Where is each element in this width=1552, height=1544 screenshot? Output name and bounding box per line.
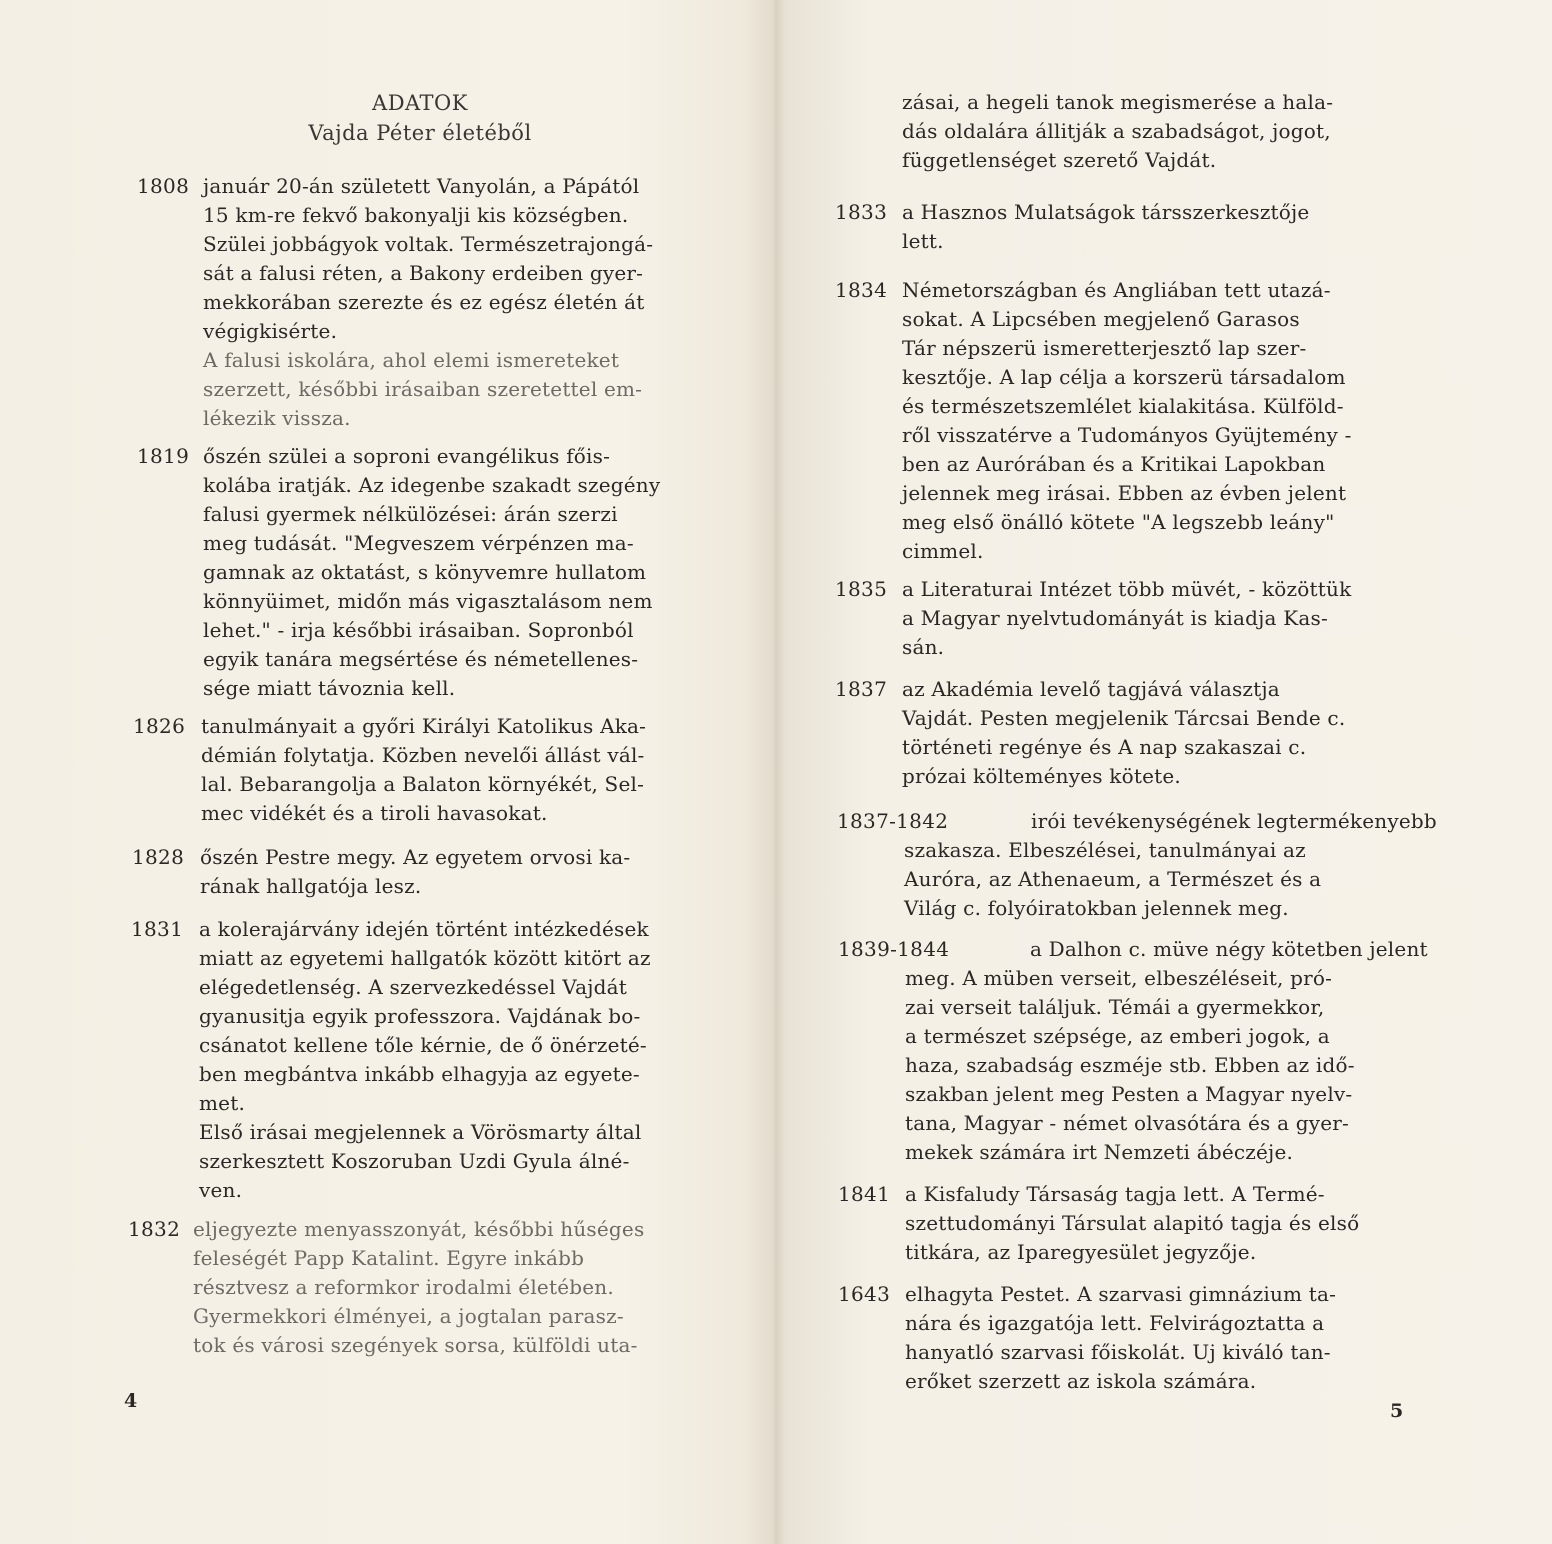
entry-year: 1833 [835, 200, 888, 224]
entry-text [905, 1180, 1359, 1267]
entry-line: Első irásai megjelennek a Vörösmarty által [199, 1120, 642, 1144]
entry-line: lékezik vissza. [203, 406, 351, 430]
entry-line: a Literaturai Intézet több müvét, - közöttük [902, 577, 1352, 601]
entry-line: ben az Aurórában és a Kritikai Lapokban [902, 452, 1326, 476]
entry-line: sán. [902, 635, 945, 659]
entry-line: cimmel. [902, 539, 984, 563]
entry-line: irói tevékenységének legtermékenyebb [1031, 809, 1437, 833]
entry-line: szerzett, későbbi irásaiban szeretettel em- [203, 377, 643, 401]
entry-line: tana, Magyar - német olvasótára és a gyer- [905, 1111, 1350, 1135]
entry-line: függetlenséget szerető Vajdát. [902, 148, 1217, 172]
entry-text [199, 915, 651, 1205]
entry-year: 1837-1842 [837, 809, 949, 833]
entry-year: 1839-1844 [838, 937, 950, 961]
entry-text [902, 198, 1309, 256]
heading-subtitle: Vajda Péter életéből [308, 121, 532, 145]
entry-line: tok és városi szegények sorsa, külföldi uta- [193, 1333, 638, 1357]
entry-line: ven. [199, 1178, 243, 1202]
entry-line: szakban jelent meg Pesten a Magyar nyelv- [905, 1082, 1353, 1106]
entry-line: prózai költeményes kötete. [902, 764, 1181, 788]
entry-line: ben megbántva inkább elhagyja az egyete- [199, 1062, 640, 1086]
entry-line: csánatot kellene tőle kérnie, de ő önérzeté- [199, 1033, 647, 1057]
entry-line: met. [199, 1091, 245, 1115]
entry-line: a természet szépsége, az emberi jogok, a [905, 1024, 1330, 1048]
entry-text [193, 1215, 644, 1360]
page-heading [300, 88, 540, 148]
entry-line: mekkorában szerezte és ez egész életén át [203, 290, 645, 314]
entry-line: könnyüimet, midőn más vigasztalásom nem [203, 589, 653, 613]
entry-year: 1835 [835, 577, 888, 601]
entry-line: jelennek meg irásai. Ebben az évben jelent [902, 481, 1347, 505]
heading-title: ADATOK [372, 91, 468, 115]
entry-line: mekek számára irt Nemzeti ábéczéje. [905, 1140, 1294, 1164]
entry-line: eljegyezte menyasszonyát, későbbi hűséges [193, 1217, 645, 1241]
entry-line: elégedetlenség. A szervezkedéssel Vajdát [199, 975, 627, 999]
entry-line: Gyermekkori élményei, a jogtalan parasz- [193, 1304, 624, 1328]
entry-line: történeti regénye és A nap szakaszai c. [902, 735, 1307, 759]
entry-line: őszén szülei a soproni evangélikus főis- [203, 444, 611, 468]
entry-line: Vajdát. Pesten megjelenik Tárcsai Bende c. [902, 706, 1346, 730]
entry-line: és természetszemlélet kialakitása. Külföld- [902, 394, 1344, 418]
entry-line: zai verseit találjuk. Témái a gyermekkor, [905, 995, 1325, 1019]
entry-line: őszén Pestre megy. Az egyetem orvosi ka- [200, 845, 631, 869]
entry-text [904, 807, 1437, 923]
entry-line: Világ c. folyóiratokban jelennek meg. [904, 896, 1289, 920]
entry-line: tanulmányait a győri Királyi Katolikus Aka- [201, 714, 647, 738]
entry-text [200, 843, 630, 901]
entry-line: sége miatt távoznia kell. [203, 676, 456, 700]
entry-year: 1819 [137, 444, 190, 468]
entry-line: szerkesztett Koszoruban Uzdi Gyula álné- [199, 1149, 630, 1173]
entry-line: a Magyar nyelvtudományát is kiadja Kas- [902, 606, 1328, 630]
entry-line: szettudományi Társulat alapitó tagja és első [905, 1211, 1360, 1235]
entry-year: 1841 [838, 1182, 891, 1206]
entry-line: Auróra, az Athenaeum, a Természet és a [904, 867, 1322, 891]
entry-text [902, 88, 1333, 175]
entry-text [902, 276, 1352, 566]
entry-line: falusi gyermek nélkülözései: árán szerzi [203, 502, 618, 526]
entry-line: rának hallgatója lesz. [200, 874, 422, 898]
right-page [776, 0, 1552, 1544]
entry-year: 1831 [131, 917, 184, 941]
entry-year: 1828 [132, 845, 185, 869]
entry-text [902, 675, 1345, 791]
entry-line: lal. Bebarangolja a Balaton környékét, Sel- [201, 772, 645, 796]
entry-line: 15 km-re fekvő bakonyalji kis községben. [203, 203, 629, 227]
entry-line: január 20-án született Vanyolán, a Pápától [203, 174, 640, 198]
entry-line: a Kisfaludy Társaság tagja lett. A Termé- [905, 1182, 1325, 1206]
entry-line: sokat. A Lipcsében megjelenő Garasos [902, 307, 1300, 331]
entry-line: a kolerajárvány idején történt intézkedések [199, 917, 649, 941]
entry-line: gyanusitja egyik professzora. Vajdának bo- [199, 1004, 641, 1028]
entry-line: hanyatló szarvasi főiskolát. Uj kiváló tan- [905, 1340, 1331, 1364]
entry-year: 1808 [137, 174, 190, 198]
entry-line: a Hasznos Mulatságok társszerkesztője [902, 200, 1310, 224]
entry-year: 1832 [128, 1217, 181, 1241]
entry-year: 1834 [835, 278, 888, 302]
entry-text [905, 1280, 1336, 1396]
entry-text [203, 172, 653, 433]
entry-line: zásai, a hegeli tanok megismerése a hala- [902, 90, 1334, 114]
entry-year: 1837 [835, 677, 888, 701]
entry-line: titkára, az Iparegyesület jegyzője. [905, 1240, 1257, 1264]
entry-line: haza, szabadság eszméje stb. Ebben az idő- [905, 1053, 1355, 1077]
entry-text [201, 712, 646, 828]
entry-line: szakasza. Elbeszélései, tanulmányai az [904, 838, 1306, 862]
entry-line: ről visszatérve a Tudományos Gyüjtemény - [902, 423, 1352, 447]
page-number: 5 [1390, 1400, 1404, 1422]
entry-line: Tár népszerü ismeretterjesztő lap szer- [902, 336, 1307, 360]
entry-line: sát a falusi réten, a Bakony erdeiben gyer- [203, 261, 644, 285]
entry-year: 1643 [838, 1282, 891, 1306]
entry-line: lehet." - irja későbbi irásaiban. Sopronból [203, 618, 634, 642]
entry-line: végigkisérte. [203, 319, 338, 343]
entry-line: egyik tanára megsértése és németellenes- [203, 647, 639, 671]
entry-line: lett. [902, 229, 944, 253]
page-number: 4 [124, 1390, 138, 1412]
entry-line: kolába iratják. Az idegenbe szakadt szegény [203, 473, 661, 497]
entry-text [905, 935, 1428, 1167]
entry-line: A falusi iskolára, ahol elemi ismereteket [203, 348, 620, 372]
entry-line: résztvesz a reformkor irodalmi életében. [193, 1275, 614, 1299]
entry-year: 1826 [133, 714, 186, 738]
entry-line: gamnak az oktatást, s könyvemre hullatom [203, 560, 647, 584]
entry-line: miatt az egyetemi hallgatók között kitört az [199, 946, 651, 970]
entry-line: Németországban és Angliában tett utazá- [902, 278, 1331, 302]
entry-line: nára és igazgatója lett. Felvirágoztatta a [905, 1311, 1325, 1335]
entry-line: kesztője. A lap célja a korszerü társadalom [902, 365, 1346, 389]
entry-line: mec vidékét és a tiroli havasokat. [201, 801, 548, 825]
entry-line: dás oldalára állitják a szabadságot, jogot, [902, 119, 1331, 143]
entry-line: feleségét Papp Katalint. Egyre inkább [193, 1246, 585, 1270]
entry-line: meg. A müben verseit, elbeszéléseit, pró- [905, 966, 1333, 990]
entry-line: meg tudását. "Megveszem vérpénzen ma- [203, 531, 634, 555]
entry-text [902, 575, 1351, 662]
entry-text [203, 442, 660, 703]
entry-line: elhagyta Pestet. A szarvasi gimnázium ta- [905, 1282, 1337, 1306]
entry-line: démián folytatja. Közben nevelői állást vál- [201, 743, 645, 767]
entry-line: a Dalhon c. müve négy kötetben jelent [1030, 937, 1428, 961]
entry-line: meg első önálló kötete "A legszebb leány" [902, 510, 1335, 534]
entry-line: Szülei jobbágyok voltak. Természetrajongá- [203, 232, 654, 256]
entry-line: az Akadémia levelő tagjává választja [902, 677, 1280, 701]
entry-line: erőket szerzett az iskola számára. [905, 1369, 1257, 1393]
